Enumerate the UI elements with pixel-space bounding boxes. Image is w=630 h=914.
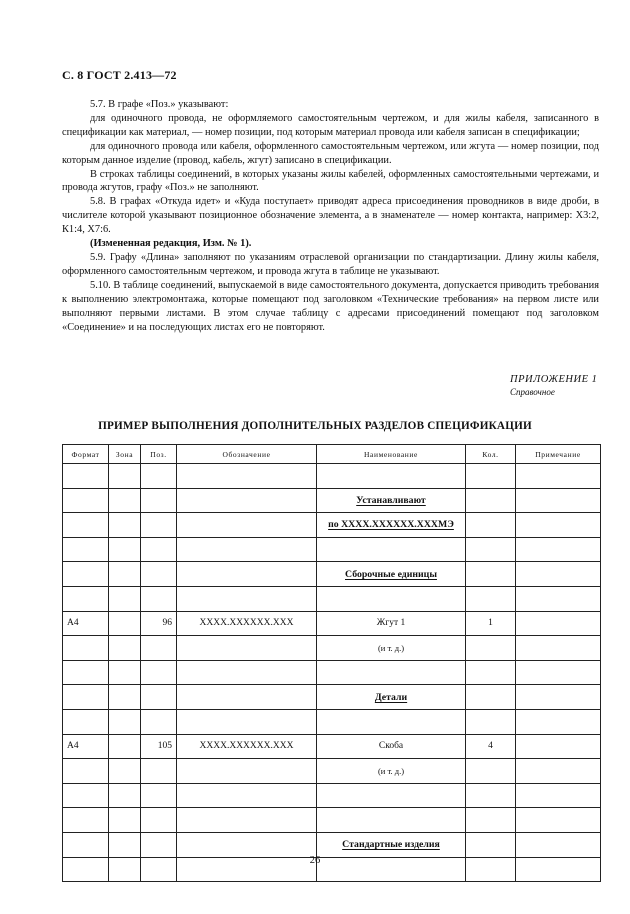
page-number: 26 [309, 855, 321, 866]
table-cell-note [516, 832, 601, 857]
table-cell-designation [177, 783, 317, 808]
table-cell-note [516, 759, 601, 784]
table-cell-pos: 96 [141, 611, 177, 636]
table-cell-format: А4 [63, 611, 109, 636]
paragraph: для одиночного провода, не оформляемого самостоятельным чертежом, и для жилы кабеля, записанного в спецификации как материал, — номер позиции, под которым материал провода или кабеля записан в спецификации; [62, 112, 599, 138]
table-cell-name [317, 685, 466, 710]
table-row [63, 709, 601, 734]
table-row [63, 488, 601, 513]
table-cell-name [317, 783, 466, 808]
table-cell-designation [177, 636, 317, 661]
table-cell-format [63, 832, 109, 857]
table-cell-qty [466, 783, 516, 808]
table-cell-qty [466, 537, 516, 562]
table-cell-designation: ХХХХ.ХХХХХХ.ХХХ [177, 611, 317, 636]
paragraph: В строках таблицы соединений, в которых указаны жилы кабелей, оформленных самостоятельными чертежами, и провода жгутов, графу «Поз.» не заполняют. [62, 168, 599, 194]
page-header: С. 8 ГОСТ 2.413—72 [62, 68, 177, 82]
table-row [63, 636, 601, 661]
table-cell-zone [109, 660, 141, 685]
table-cell-zone [109, 832, 141, 857]
table-cell-pos [141, 586, 177, 611]
table-cell-pos [141, 660, 177, 685]
table-cell-name [317, 513, 466, 538]
table-cell-designation [177, 562, 317, 587]
section-heading: Стандартные изделия [342, 839, 440, 851]
table-row [63, 586, 601, 611]
paragraph: для одиночного провода или кабеля, оформленного самостоятельным чертежом, или жгута — номер позиции, под которым данное изделие (провод, кабель, жгут) записано в спецификации. [62, 140, 599, 166]
paragraph: 5.10. В таблице соединений, выпускаемой в виде самостоятельного документа, допускается приводить требования к выполнению электромонтажа, которые помещают под заголовком «Технические требования» на первом листе или выполняют первыми листами. В этом случае таблицу с адресами присоединений помещают под заголовком «Соединение» и на последующих листах его не повторяют. [62, 279, 599, 333]
table-cell-pos [141, 808, 177, 833]
table-cell-pos [141, 709, 177, 734]
table-cell-note [516, 611, 601, 636]
section-heading: Детали [374, 691, 408, 703]
specification-table [62, 444, 601, 882]
paragraph: 5.9. Графу «Длина» заполняют по указаниям отраслевой организации по стандартизации. Длину жилы кабеля, оформленного самостоятельным чертежом, и провода жгута в таблице не указывают. [62, 251, 599, 277]
table-cell-note [516, 513, 601, 538]
table-cell-qty [466, 636, 516, 661]
table-cell-name [317, 464, 466, 489]
table-cell-designation: ХХХХ.ХХХХХХ.ХХХ [177, 734, 317, 759]
table-cell-note [516, 562, 601, 587]
table-cell-zone [109, 759, 141, 784]
table-row [63, 832, 601, 857]
table-cell-note [516, 734, 601, 759]
table-cell-qty [466, 586, 516, 611]
table-cell-designation [177, 808, 317, 833]
table-cell-format [63, 464, 109, 489]
table-cell-format [63, 808, 109, 833]
table-cell-qty [466, 709, 516, 734]
table-cell-pos [141, 513, 177, 538]
table-cell-note [516, 586, 601, 611]
table-cell-zone [109, 537, 141, 562]
table-cell-pos [141, 832, 177, 857]
table-row [63, 783, 601, 808]
table-row [63, 734, 601, 759]
table-cell-note [516, 464, 601, 489]
paragraph: 5.8. В графах «Откуда идет» и «Куда поступает» приводят адреса присоединения проводников в виде дроби, в числителе которой указывают позиционное обозначение элемента, а в знаменателе — номер контакта, например: Х3:2, К1:4, Х7:6. [62, 196, 599, 236]
table-cell-qty: 1 [466, 611, 516, 636]
table-row [63, 513, 601, 538]
table-row [63, 537, 601, 562]
table-cell-note [516, 488, 601, 513]
table-cell-zone [109, 488, 141, 513]
table-cell-pos: 105 [141, 734, 177, 759]
table-cell-designation [177, 586, 317, 611]
table-cell-format [63, 636, 109, 661]
table-cell-name [317, 808, 466, 833]
column-header: Наименование [317, 445, 466, 464]
table-row [63, 759, 601, 784]
table-cell-pos [141, 562, 177, 587]
table-cell-name: (и т. д.) [317, 636, 466, 661]
appendix-note: Справочное [510, 387, 555, 397]
table-cell-name [317, 832, 466, 857]
table-row [63, 808, 601, 833]
table-cell-designation [177, 709, 317, 734]
table-cell-zone [109, 734, 141, 759]
table-cell-name [317, 488, 466, 513]
table-cell-format [63, 586, 109, 611]
paragraph: 5.7. В графе «Поз.» указывают: [90, 99, 229, 110]
table-cell-name: Скоба [317, 734, 466, 759]
table-title: ПРИМЕР ВЫПОЛНЕНИЯ ДОПОЛНИТЕЛЬНЫХ РАЗДЕЛОВ СПЕЦИФИКАЦИИ [98, 420, 532, 432]
table-cell-format [63, 537, 109, 562]
table-cell-note [516, 660, 601, 685]
table-cell-note [516, 783, 601, 808]
table-cell-name: Жгут 1 [317, 611, 466, 636]
table-row [63, 464, 601, 489]
table-cell-name [317, 537, 466, 562]
table-cell-zone [109, 709, 141, 734]
table-cell-note [516, 537, 601, 562]
table-cell-name [317, 660, 466, 685]
table-cell-note [516, 709, 601, 734]
table-cell-qty [466, 562, 516, 587]
table-cell-zone [109, 464, 141, 489]
table-cell-pos [141, 488, 177, 513]
column-header: Формат [63, 445, 109, 464]
table-cell-format [63, 562, 109, 587]
table-cell-note [516, 636, 601, 661]
table-cell-qty [466, 464, 516, 489]
table-cell-pos [141, 783, 177, 808]
table-cell-designation [177, 513, 317, 538]
table-cell-format [63, 685, 109, 710]
table-cell-name [317, 586, 466, 611]
table-cell-zone [109, 636, 141, 661]
column-header: Обозначение [177, 445, 317, 464]
table-cell-qty [466, 759, 516, 784]
table-row [63, 611, 601, 636]
table-cell-qty: 4 [466, 734, 516, 759]
table-row [63, 562, 601, 587]
table-cell-designation [177, 832, 317, 857]
table-cell-qty [466, 808, 516, 833]
table-cell-qty [466, 660, 516, 685]
table-cell-note [516, 808, 601, 833]
column-header: Зона [109, 445, 141, 464]
table-cell-zone [109, 562, 141, 587]
table-cell-pos [141, 759, 177, 784]
table-cell-format [63, 660, 109, 685]
table-cell-zone [109, 685, 141, 710]
paragraph: (Измененная редакция, Изм. № 1). [90, 238, 252, 250]
table-cell-pos [141, 636, 177, 661]
table-cell-designation [177, 759, 317, 784]
table-cell-designation [177, 488, 317, 513]
column-header: Примечание [516, 445, 601, 464]
section-heading: по ХХХХ.ХХХХХХ.ХХХМЭ [328, 519, 454, 531]
table-cell-format [63, 513, 109, 538]
table-cell-designation [177, 537, 317, 562]
table-cell-zone [109, 808, 141, 833]
table-cell-format [63, 709, 109, 734]
table-cell-designation [177, 464, 317, 489]
table-header-row [63, 445, 601, 464]
table-cell-note [516, 685, 601, 710]
section-heading: Сборочные единицы [345, 568, 437, 580]
table-cell-name [317, 709, 466, 734]
table-cell-pos [141, 537, 177, 562]
appendix-label [510, 373, 600, 399]
table-cell-format [63, 488, 109, 513]
table-cell-qty [466, 685, 516, 710]
table-cell-designation [177, 685, 317, 710]
table-cell-format [63, 783, 109, 808]
table-cell-qty [466, 513, 516, 538]
table-cell-format: А4 [63, 734, 109, 759]
table-cell-name: (и т. д.) [317, 759, 466, 784]
table-cell-zone [109, 586, 141, 611]
section-heading: Устанавливают [356, 494, 426, 506]
column-header: Поз. [141, 445, 177, 464]
table-cell-name [317, 562, 466, 587]
table-cell-pos [141, 685, 177, 710]
body-text [62, 98, 599, 334]
table-cell-zone [109, 611, 141, 636]
table-cell-qty [466, 832, 516, 857]
table-cell-qty [466, 488, 516, 513]
column-header: Кол. [466, 445, 516, 464]
table-cell-format [63, 759, 109, 784]
table-cell-pos [141, 464, 177, 489]
table-cell-zone [109, 513, 141, 538]
table-cell-designation [177, 660, 317, 685]
appendix-title: ПРИЛОЖЕНИЕ 1 [510, 374, 598, 385]
table-row [63, 660, 601, 685]
table-cell-zone [109, 783, 141, 808]
table-row [63, 685, 601, 710]
